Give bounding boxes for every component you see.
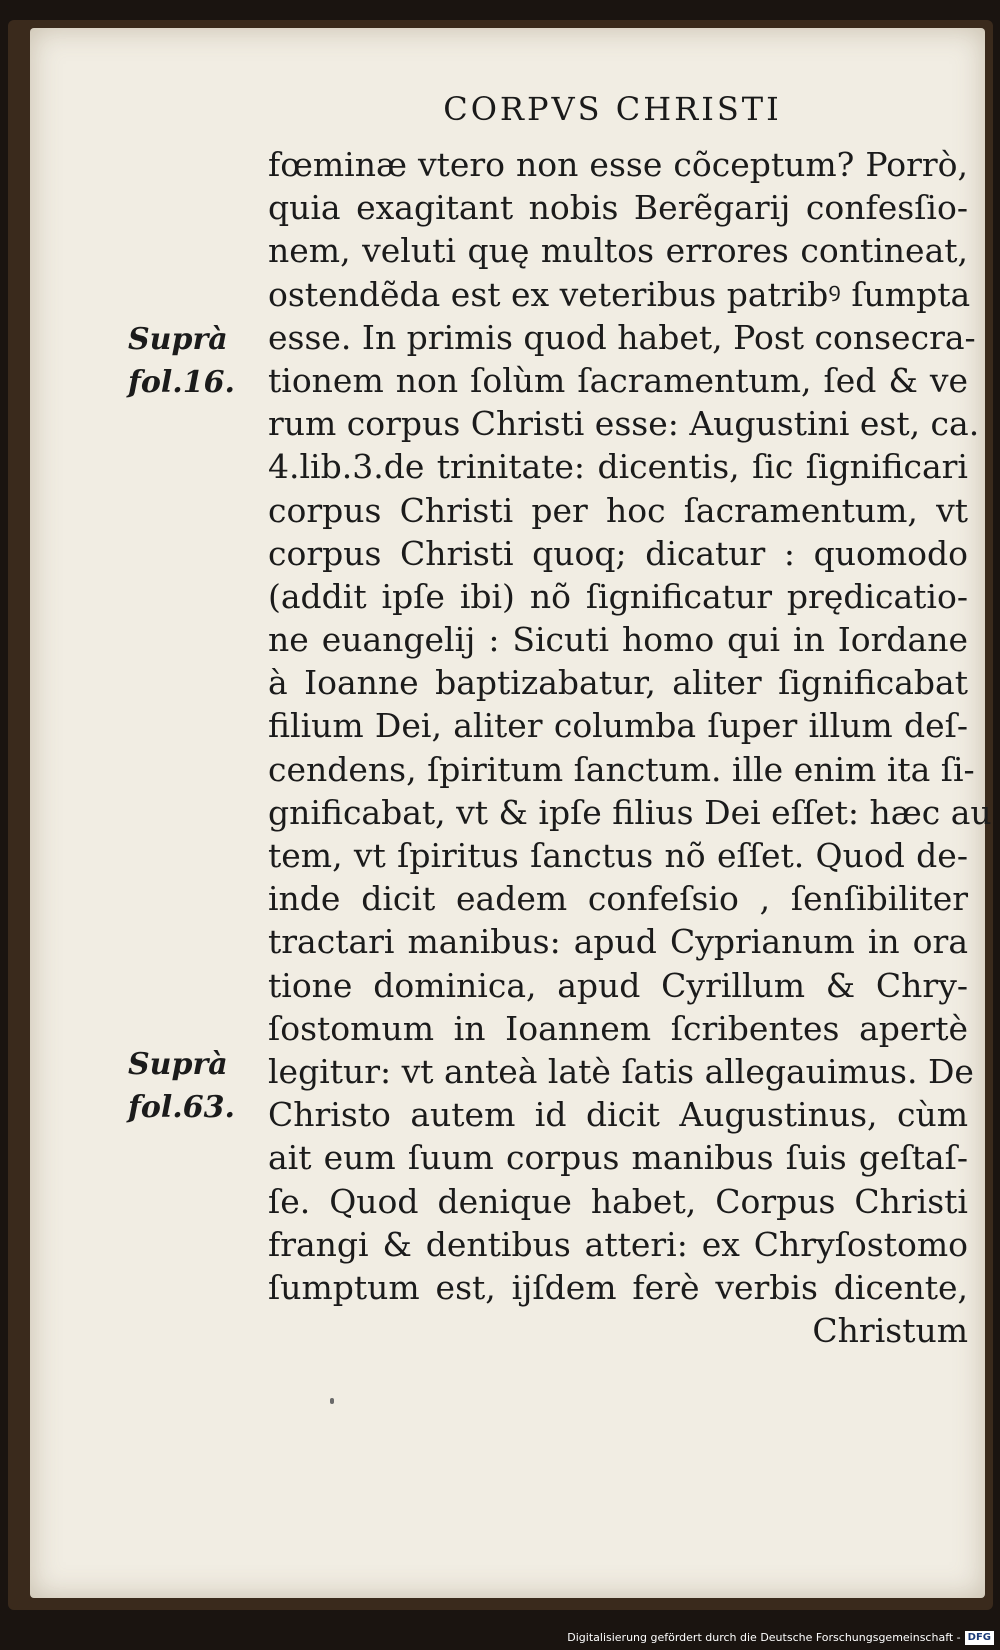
text-line: legitur: vt anteà latè ſatis allegauimus. De xyxy=(268,1051,974,1091)
running-head: CORPVS CHRISTI xyxy=(443,90,782,128)
text-line: gnificabat, vt & ipſe filius Dei eſſet: hæc au xyxy=(268,792,992,832)
text-line: tione dominica, apud Cyrillum & Chry- xyxy=(268,965,968,1005)
text-line: corpus Christi per hoc ſacramentum, vt xyxy=(268,490,968,530)
marginal-note-supra-1: Suprà xyxy=(128,322,228,357)
marginal-note-folio-63: fol.63. xyxy=(128,1090,235,1125)
text-line: ſe. Quod denique habet, Corpus Christi xyxy=(268,1181,968,1221)
text-line: ſostomum in Ioannem ſcribentes apertè xyxy=(268,1008,968,1048)
text-line: ait eum ſuum corpus manibus ſuis geſtaſ- xyxy=(268,1138,968,1178)
text-line: fœminæ vtero non esse cõceptum? Porrò, xyxy=(268,145,968,184)
text-line: Christo autem id dicit Augustinus, cùm xyxy=(268,1095,968,1135)
text-line: rum corpus Christi esse: Augustini est, ca. xyxy=(268,404,980,444)
body-text xyxy=(268,143,992,1352)
catchword: Christum xyxy=(812,1311,968,1351)
marginal-note-folio-16: fol.16. xyxy=(128,365,235,400)
text-line: corpus Christi quoq; dicatur : quomodo xyxy=(268,533,968,573)
text-line: (addit ipſe ibi) nõ ſignificatur prędicatio- xyxy=(268,576,968,616)
digitization-credit xyxy=(567,1628,994,1648)
credit-text: Digitalisierung gefördert durch die Deutsche Forschungsgemeinschaft - xyxy=(567,1631,961,1644)
book-page xyxy=(30,28,992,1598)
marginal-note-supra-2: Suprà xyxy=(128,1047,228,1082)
ink-speck xyxy=(330,1398,334,1404)
text-line: ostendẽda est ex veteribus patribꝰ ſumpta xyxy=(268,274,971,314)
text-line: à Ioanne baptizabatur, aliter ſignificabat xyxy=(268,663,968,703)
text-line: inde dicit eadem confeſsio , ſenſibiliter xyxy=(268,879,968,919)
dfg-logo: DFG xyxy=(965,1631,994,1645)
text-line: tractari manibus: apud Cyprianum in ora xyxy=(268,922,968,962)
text-line: ne euangelij : Sicuti homo qui in Iordane xyxy=(268,620,968,660)
text-line: tem, vt ſpiritus ſanctus nõ eſſet. Quod de- xyxy=(268,836,968,875)
text-line: tionem non ſolùm ſacramentum, ſed & ve xyxy=(268,360,968,400)
text-line: 4.lib.3.de trinitate: dicentis, ſic ſignificari xyxy=(268,447,968,487)
text-line: cendens, ſpiritum ſanctum. ille enim ita ſi- xyxy=(268,749,975,789)
text-line: nem, veluti quę multos errores contineat, xyxy=(268,231,968,271)
text-line: esse. In primis quod habet, Post consecra- xyxy=(268,317,976,357)
text-line: frangi & dentibus atteri: ex Chryſostomo xyxy=(268,1224,968,1264)
text-line: ſumptum est, ijſdem ferè verbis dicente, xyxy=(268,1267,968,1307)
text-line: quia exagitant nobis Berẽgarij confesſio- xyxy=(268,188,968,228)
text-line: filium Dei, aliter columba ſuper illum deſ- xyxy=(268,706,968,746)
